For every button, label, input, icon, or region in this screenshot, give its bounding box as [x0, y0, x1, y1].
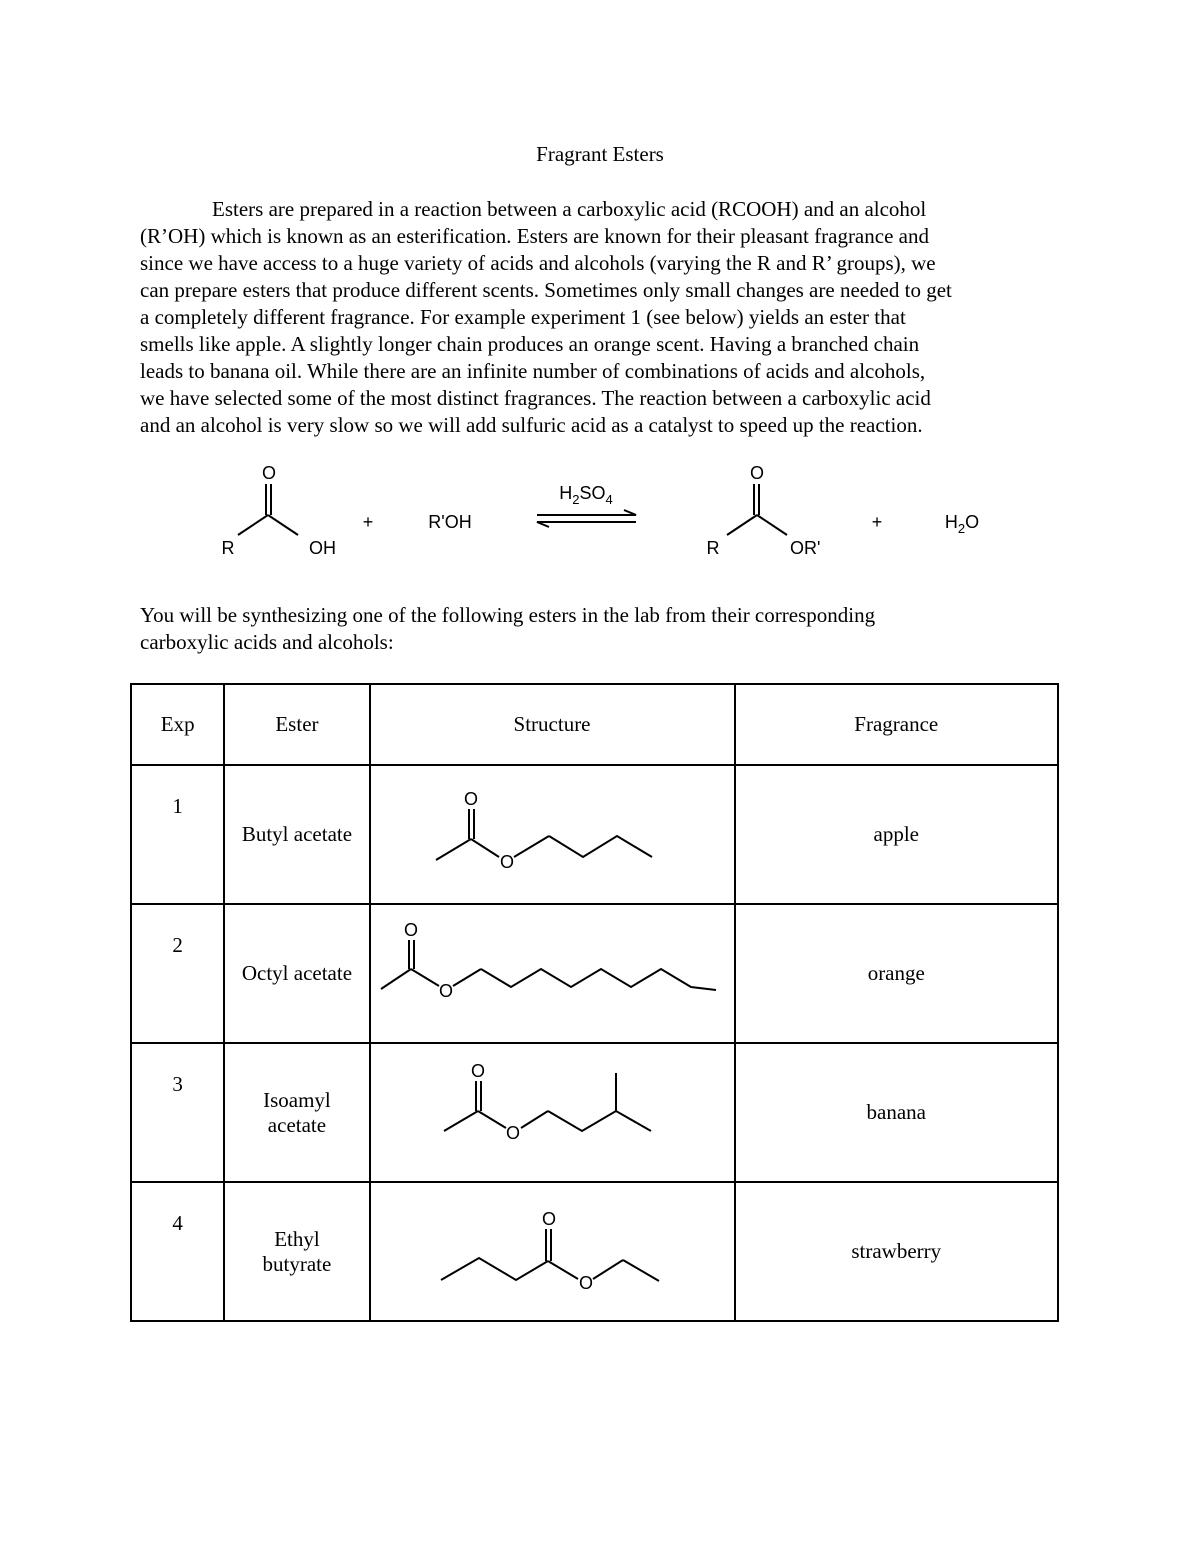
- table-row: [131, 765, 1058, 904]
- ester-name: Octyl acetate: [224, 904, 369, 1043]
- intro-line: You will be synthesizing one of the following esters in the lab from their corresponding: [140, 603, 876, 627]
- paragraph-line: since we have access to a huge variety of acids and alcohols (varying the R and R’ groups), we: [140, 251, 936, 275]
- atom-o-label: O: [463, 789, 478, 809]
- atom-o-label: O: [403, 920, 418, 940]
- atom-o-label: O: [505, 1123, 520, 1143]
- table-row: [131, 1043, 1058, 1182]
- exp-number: 1: [131, 765, 224, 904]
- atom-o-label: O: [578, 1273, 593, 1293]
- carboxylic-acid-structure: [222, 463, 337, 558]
- fragrance: strawberry: [735, 1182, 1058, 1321]
- acid-carbonyl-o: O: [261, 463, 277, 483]
- ester-name: Ethyl butyrate: [224, 1182, 369, 1321]
- plus-sign: +: [362, 512, 374, 532]
- ester-carbonyl-o: O: [749, 463, 765, 483]
- alcohol-label: R'OH: [428, 512, 472, 532]
- octyl-acetate-structure: [371, 906, 734, 1041]
- water-label: $H_2O$: [944, 512, 980, 536]
- intro-line: carboxylic acids and alcohols:: [140, 630, 394, 654]
- paragraph-line: Esters are prepared in a reaction between a carboxylic acid (RCOOH) and an alcohol: [212, 197, 927, 221]
- structure-cell: [370, 1182, 735, 1321]
- intro-paragraph: [140, 196, 1070, 439]
- isoamyl-acetate-structure: [371, 1045, 734, 1180]
- header-fragrance: Fragrance: [735, 684, 1058, 765]
- structure-cell: [370, 904, 735, 1043]
- table-intro: [140, 602, 1070, 656]
- butyl-acetate-structure: [371, 767, 734, 902]
- exp-number: 3: [131, 1043, 224, 1182]
- fragrance: banana: [735, 1043, 1058, 1182]
- acid-oh-group: OH: [309, 538, 336, 558]
- paragraph-line: a completely different fragrance. For example experiment 1 (see below) yields an ester that: [140, 305, 906, 329]
- plus-sign: +: [871, 512, 883, 532]
- structure-cell: [370, 765, 735, 904]
- table-row: [131, 1182, 1058, 1321]
- ester-name: Butyl acetate: [224, 765, 369, 904]
- atom-o-label: O: [438, 981, 453, 1001]
- equilibrium-arrows: [537, 510, 636, 527]
- table-header-row: [131, 684, 1058, 765]
- paragraph-line: smells like apple. A slightly longer chain produces an orange scent. Having a branched chain: [140, 332, 920, 356]
- ester-or-group: OR': [790, 538, 821, 558]
- paragraph-line: leads to banana oil. While there are an infinite number of combinations of acids and alcohols,: [140, 359, 926, 383]
- table-row: [131, 904, 1058, 1043]
- paragraph-line: we have selected some of the most distinct fragrances. The reaction between a carboxylic acid: [140, 386, 931, 410]
- atom-o-label: O: [470, 1061, 485, 1081]
- fragrance: apple: [735, 765, 1058, 904]
- page-title: Fragrant Esters: [536, 142, 664, 166]
- fragrance: orange: [735, 904, 1058, 1043]
- header-exp: Exp: [131, 684, 224, 765]
- paragraph-line: and an alcohol is very slow so we will add sulfuric acid as a catalyst to speed up the reaction.: [140, 413, 923, 437]
- paragraph-line: (R’OH) which is known as an esterification. Esters are known for their pleasant fragrance and: [140, 224, 929, 248]
- reaction-scheme: [200, 455, 1000, 565]
- ethyl-butyrate-structure: [371, 1184, 734, 1319]
- ester-product-structure: [707, 463, 821, 558]
- structure-cell: [370, 1043, 735, 1182]
- atom-o-label: O: [541, 1209, 556, 1229]
- atom-o-label: O: [499, 852, 514, 872]
- header-ester: Ester: [224, 684, 369, 765]
- catalyst-label: $H_2SO_4$: [559, 483, 613, 507]
- ester-name: Isoamyl acetate: [224, 1043, 369, 1182]
- ester-r-group: R: [706, 538, 720, 558]
- header-structure: Structure: [370, 684, 735, 765]
- exp-number: 2: [131, 904, 224, 1043]
- esters-table: [130, 683, 1059, 1322]
- acid-r-group: R: [221, 538, 235, 558]
- paragraph-line: can prepare esters that produce different scents. Sometimes only small changes are needed to get: [140, 278, 952, 302]
- exp-number: 4: [131, 1182, 224, 1321]
